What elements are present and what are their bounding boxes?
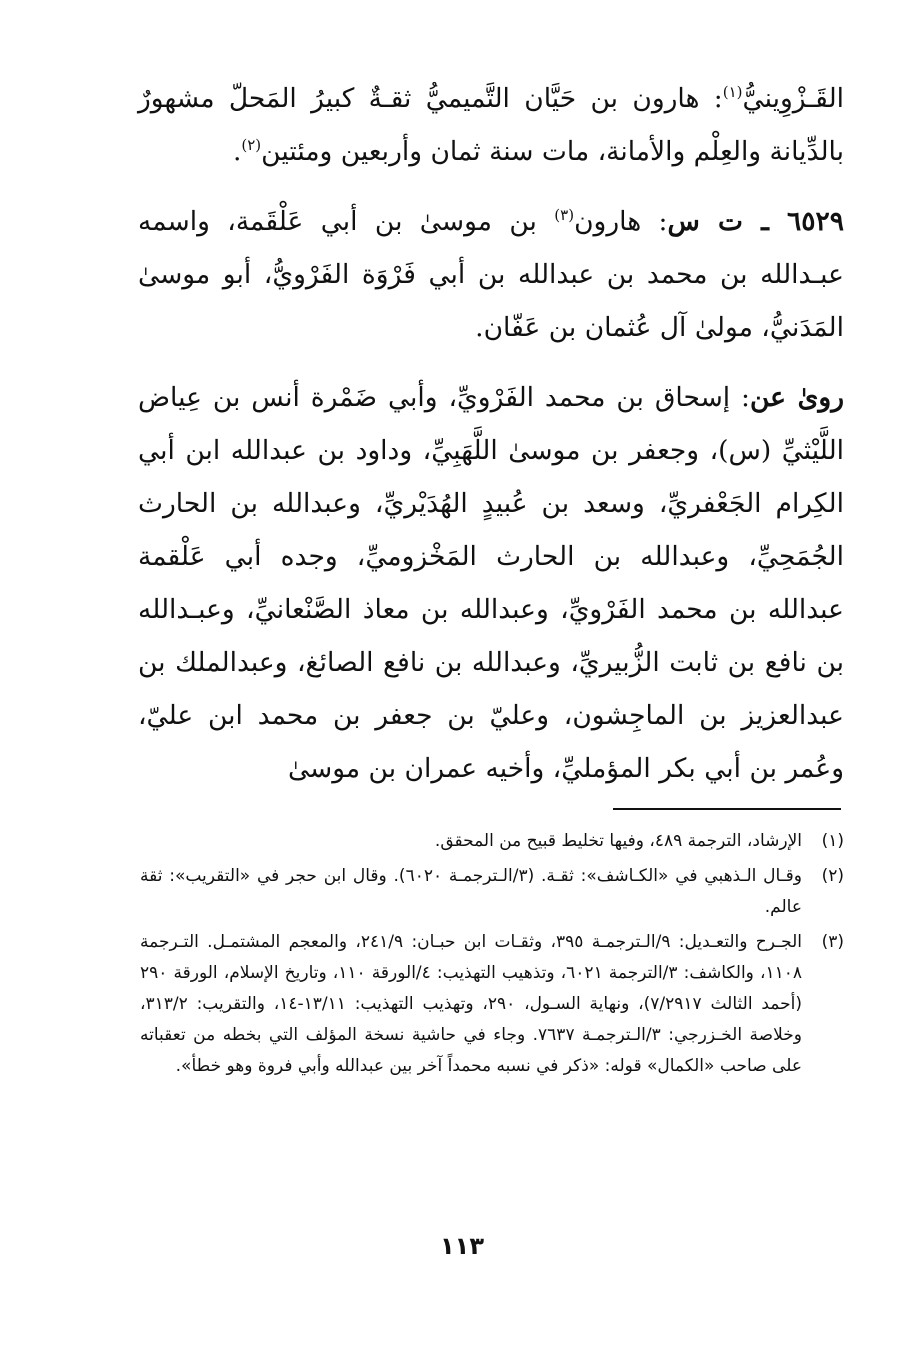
footnote [140,826,844,857]
footnote-text: وقـال الـذهبي في «الكـاشف»: ثقـة. (٣/الـترجمـة ٦٠٢٠). وقال ابن حجر في «التقريب»: ثقة عالم. [140,866,802,917]
entry-number: ٦٥٢٩ ـ ت س [667,206,844,237]
paragraph-gap [138,178,844,195]
footnote-ref-3: (٣) [554,206,575,225]
page-number: ١١٣ [440,1232,484,1260]
footnote-number: (٢) [821,866,844,886]
paragraph-intro [138,72,844,178]
footnote-number: (٣) [821,932,844,952]
intro-end: . [232,136,242,167]
footnote-text: الإرشاد، الترجمة ٤٨٩، وفيها تخليط قبيح من المحقق. [434,831,802,851]
intro-text: : هارون بن حَيَّان التَّميميُّ ثقـةٌ كبيرُ المَحلّ مشهورٌ بالدِّيانة والعِلْم والأمانة، مات سنة ثمان وأربعين ومئتين [138,83,844,167]
footnote [140,927,844,1082]
footnote-ref-1: (١) [722,83,743,102]
footnotes [140,826,844,1086]
narrated-from-text: : إسحاق بن محمد الفَرْويِّ، وأبي ضَمْرة أنس بن عِياض اللَّيْثيِّ (س)، وجعفر بن موسىٰ اللَّهَبِيِّ، وداود بن عبدالله ابن أبي الكِرام الجَعْفريِّ، وسعد بن عُبيدٍ الهُدَيْريِّ، وعبدالله بن الحارث الجُمَحِيِّ، وعبدالله بن الحارث المَخْزوميِّ، وجده أبي عَلْقمة عبدالله بن محمد الفَرْويِّ، وعبدالله بن معاذ الصَّنْعانيِّ، وعبـدالله بن نافع بن ثابت الزُّبيريِّ، وعبدالله بن نافع الصائغ، وعبدالملك بن عبدالعزيز بن الماجِشون، وعليّ بن جعفر بن محمد ابن عليّ، وعُمر بن أبي بكر المؤمليِّ، وأخيه عمران بن موسىٰ [138,382,845,784]
footnote [140,861,844,923]
footnote-text: الجـرح والتعـديل: ٩/الـترجمـة ٣٩٥، وثقـات ابن حبـان: ٢٤١/٩، والمعجم المشتمـل. التـرجمة ١١٠٨، والكاشف: ٣/الترجمة ٦٠٢١، وتذهيب التهذيب: ٤/الورقة ١١٠، وتاريخ الإسلام، الورقة ٢٩٠ (أحمد الثالث ٧/٢٩١٧)، ونهاية السـول، ٢٩٠، وتهذيب التهذيب: ١٣/١١-١٤، والتقريب: ٣١٣/٢، وخلاصة الخـزرجي: ٣/الـترجمـة ٧٦٣٧. وجاء في حاشية نسخة المؤلف التي بخطه من تعقباته على صاحب «الكمال» قوله: «ذكر في نسبه محمداً آخر بين عبدالله وأبي فروة وهو خطأ». [140,932,803,1076]
paragraph-gap [138,354,844,371]
paragraph-narrated-from [138,371,844,795]
intro-nisba: القَـزْوِينيُّ [742,83,844,114]
footnote-divider [613,808,841,810]
footnote-number: (١) [821,831,844,851]
main-text [138,72,844,795]
narrated-from-label: روىٰ عن [749,382,845,413]
entry-lineage: بن موسىٰ بن أبي عَلْقَمة، واسمه عبـدالله بن محمد بن عبدالله بن أبي فَرْوَة الفَرْويُّ، أبو موسىٰ المَدَنيُّ، مولىٰ آل عُثمان بن عَفّان. [138,206,844,343]
footnote-ref-2: (٢) [241,136,262,155]
entry-name: : هارون [574,206,668,237]
paragraph-entry [138,195,844,354]
